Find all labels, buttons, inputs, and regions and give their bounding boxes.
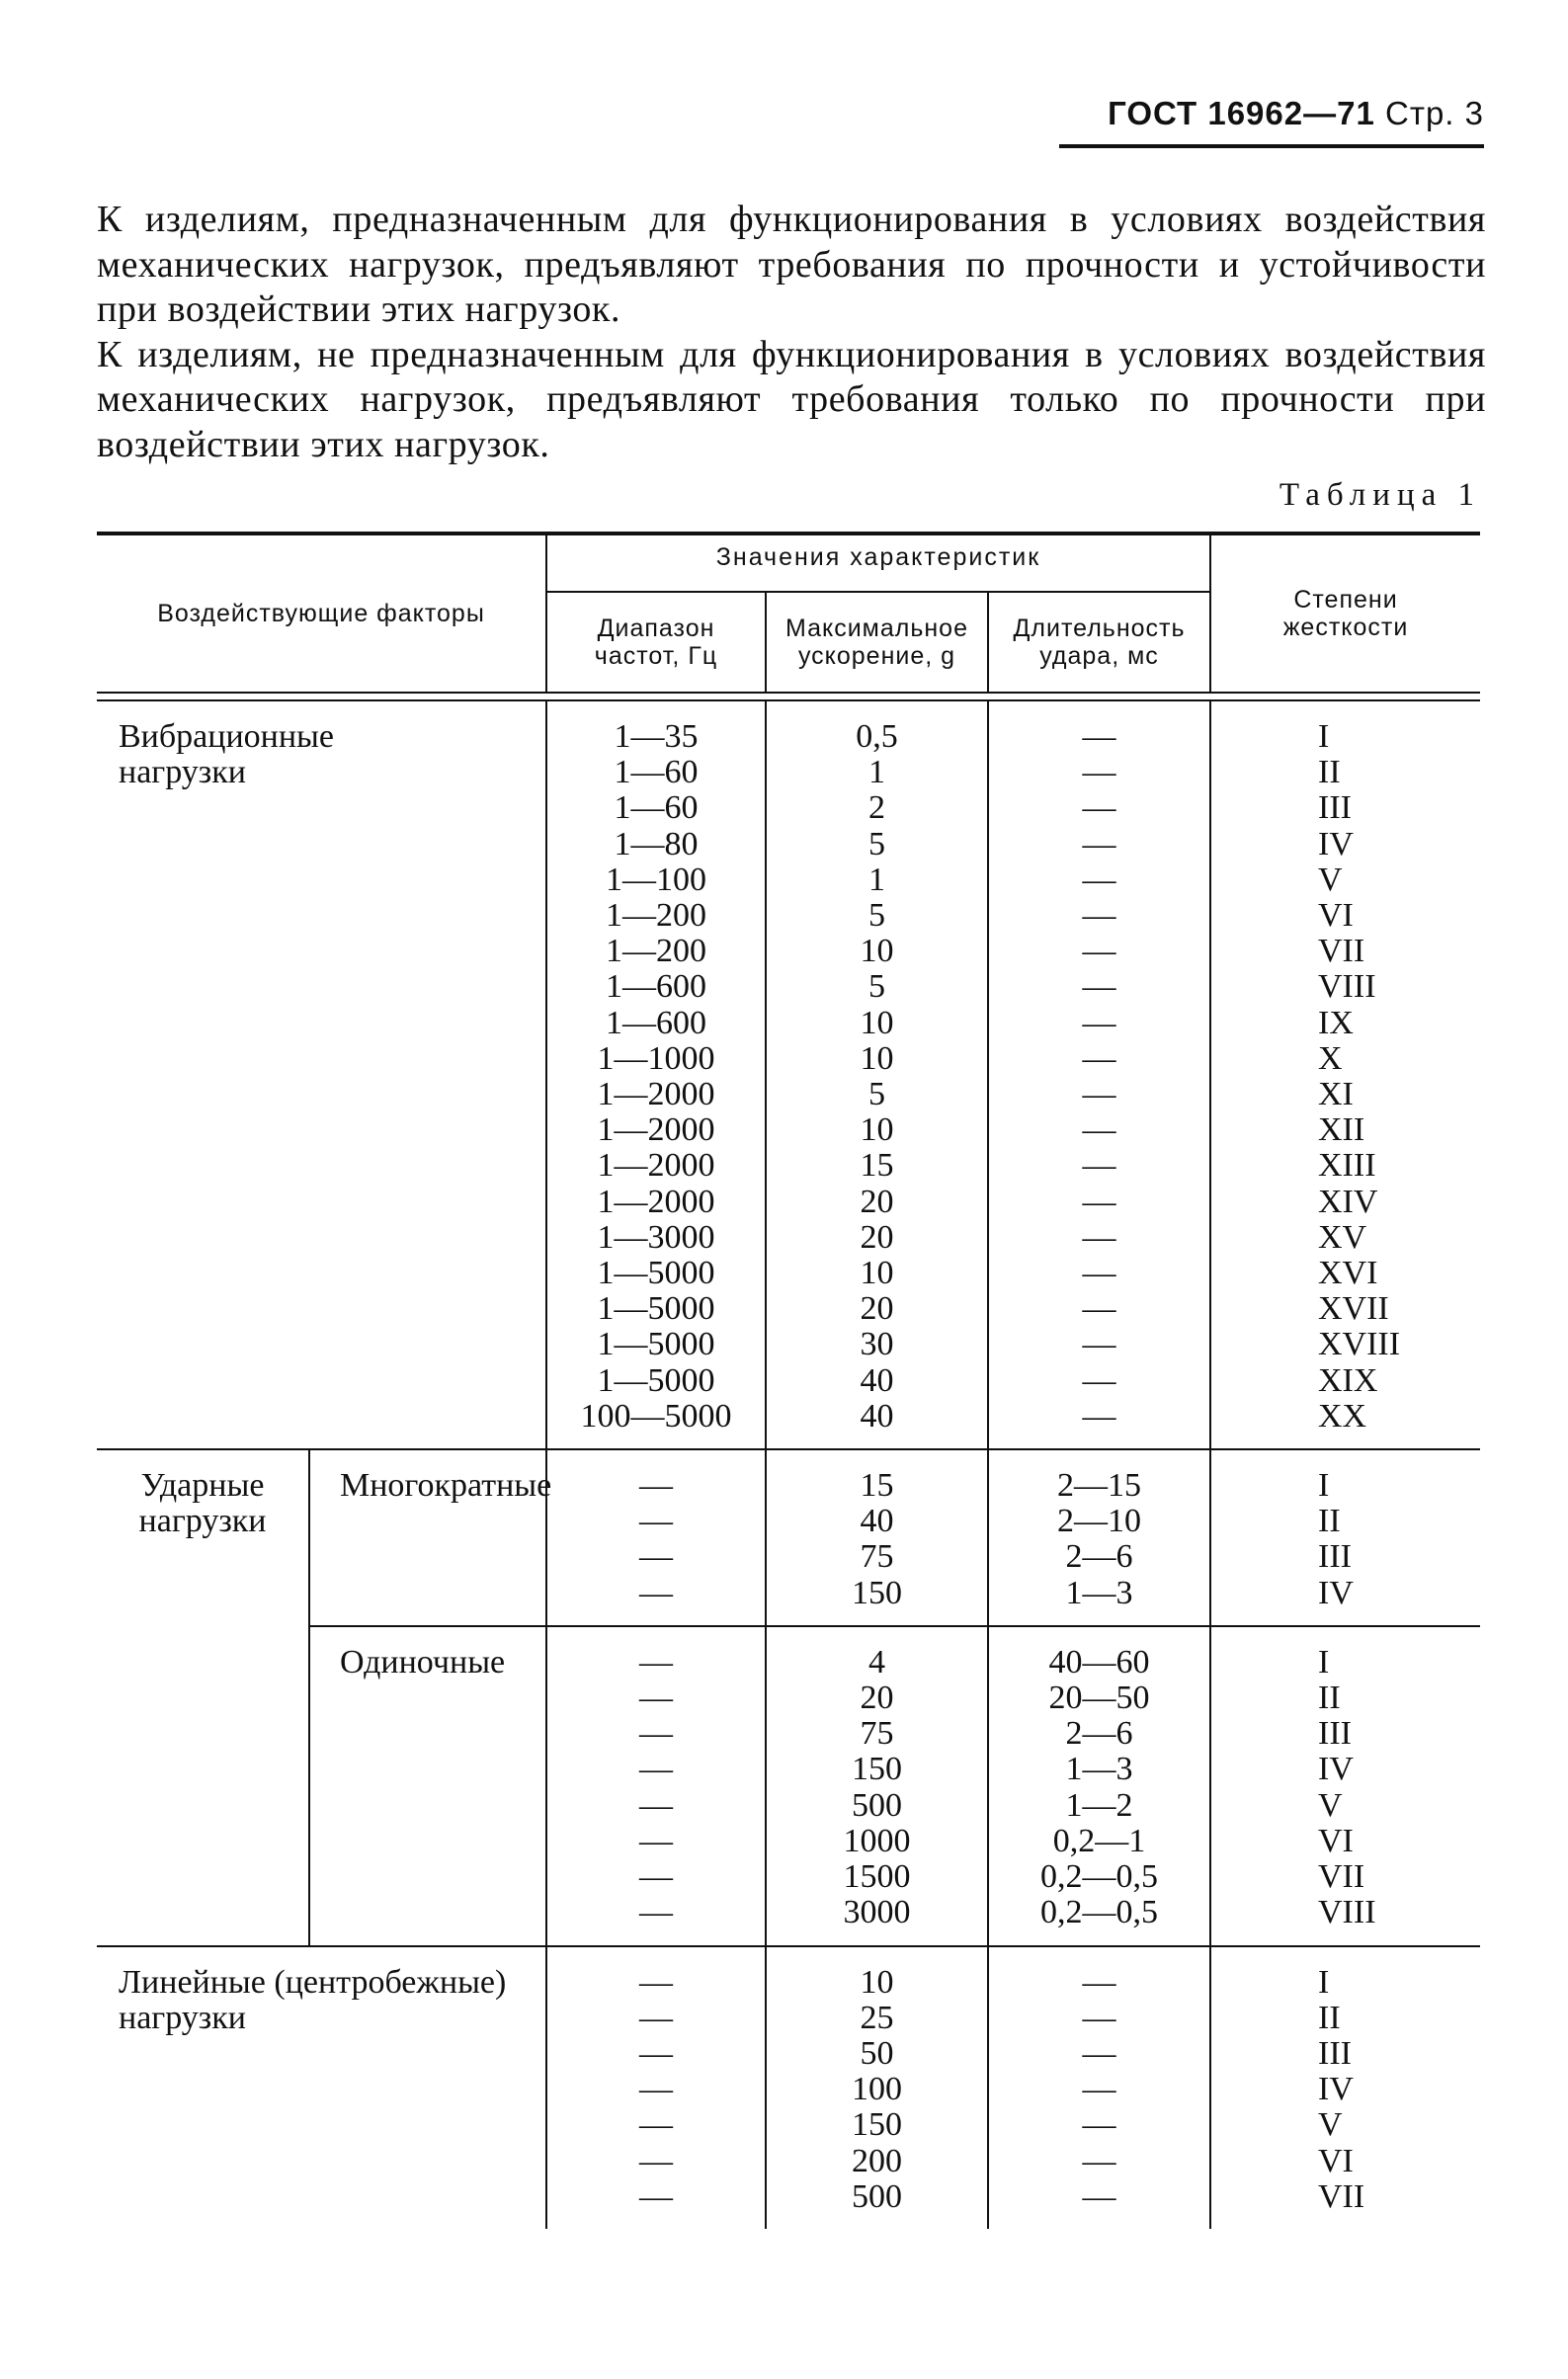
group-shock-multiple — [97, 1450, 1480, 1626]
table-cell-value: — — [639, 2106, 673, 2144]
table-cell-value: II — [1318, 1999, 1341, 2036]
table-cell-value: 150 — [852, 1574, 902, 1611]
table-cell-value: 1—2000 — [597, 1076, 715, 1113]
table-cell-value: X — [1318, 1039, 1343, 1077]
table-cell-value: — — [639, 2177, 673, 2215]
header-frequency-line1: Диапазон — [597, 615, 715, 642]
table-cell-value: 1—60 — [614, 754, 699, 791]
table-cell-value: — — [1082, 789, 1116, 827]
table-cell-value: VI — [1318, 2142, 1354, 2179]
table-cell-value: IX — [1318, 1004, 1354, 1041]
table-cell-value: IV — [1318, 1751, 1354, 1788]
table-cell-value: — — [639, 1467, 673, 1505]
intro-paragraph-2: К изделиям, не предназначенным для функционирования в условиях воздействия механических нагрузок, предъявляют требования только по прочности при воздействии этих нагрузок. — [97, 333, 1486, 465]
table-cell-value: V — [1318, 2106, 1343, 2144]
table-cell-value: 1—35 — [614, 718, 699, 755]
header-frequency-line2: частот, Гц — [594, 642, 718, 670]
table-cell-value: — — [1082, 1111, 1116, 1149]
table-cell-value: VII — [1318, 2177, 1365, 2215]
vibration-grade-list — [1211, 701, 1480, 1448]
table-cell-value: — — [639, 1963, 673, 2001]
table-cell-value: — — [1082, 1999, 1116, 2036]
table-cell-value: 1500 — [843, 1858, 911, 1896]
header-acceleration-line1: Максимальное — [784, 615, 968, 642]
table-cell-value: 10 — [860, 1111, 894, 1149]
table-caption: Таблица 1 — [1279, 477, 1481, 513]
table-cell-value: — — [639, 1822, 673, 1859]
table-cell-value: 1—60 — [614, 789, 699, 827]
table-cell-value: 150 — [852, 2106, 902, 2144]
table-cell-value: 1 — [868, 754, 885, 791]
table-cell-value: VIII — [1318, 1894, 1376, 1931]
table-cell-value: 20 — [860, 1290, 894, 1328]
table-cell-value: II — [1318, 1503, 1341, 1540]
table-cell-value: 500 — [852, 2177, 902, 2215]
table-cell-value: — — [1082, 1326, 1116, 1363]
table-cell-value: XX — [1318, 1397, 1367, 1435]
table-cell-value: — — [1082, 1183, 1116, 1220]
table-cell-value: XVIII — [1318, 1326, 1401, 1363]
header-factors: Воздействующие факторы — [97, 535, 546, 693]
table-cell-value: — — [639, 2034, 673, 2072]
table-cell-value: 0,2—0,5 — [1040, 1894, 1158, 1931]
table-cell-value: — — [1082, 1963, 1116, 2001]
table-cell-value: VI — [1318, 897, 1354, 935]
table-cell-value: 100—5000 — [580, 1397, 732, 1435]
table-cell-value: — — [1082, 825, 1116, 862]
table-cell-value: 0,5 — [856, 718, 898, 755]
table-cell-value: 1—5000 — [597, 1361, 715, 1399]
table-cell-value: 20 — [860, 1680, 894, 1717]
intro-text — [97, 198, 1486, 467]
header-grade-line2: жесткости — [1282, 614, 1409, 641]
table-cell-value: 2—6 — [1065, 1538, 1133, 1576]
header-acceleration-line2: ускорение, g — [797, 642, 956, 670]
table-cell-value: IV — [1318, 1574, 1354, 1611]
table-cell-value: 1—3000 — [597, 1218, 715, 1256]
table-cell-value: — — [639, 1574, 673, 1611]
table-cell-value: 1—5000 — [597, 1326, 715, 1363]
table-cell-value: — — [1082, 754, 1116, 791]
table-cell-value: — — [1082, 897, 1116, 935]
factor-vibration: Вибрационные нагрузки — [97, 700, 546, 1449]
table-cell-value: 0,2—1 — [1052, 1822, 1146, 1859]
table-cell-value: 0,2—0,5 — [1040, 1858, 1158, 1896]
table-cell-value: 10 — [860, 1039, 894, 1077]
table-cell-value: III — [1318, 789, 1352, 827]
table-cell-value: — — [639, 1503, 673, 1540]
table-cell-value: — — [1082, 2142, 1116, 2179]
table-cell-value: 1—5000 — [597, 1255, 715, 1292]
table-cell-value: II — [1318, 1680, 1341, 1717]
linear-grade-list — [1211, 1947, 1480, 2229]
vibration-acceleration-list — [767, 701, 987, 1448]
table-cell-value: 1—5000 — [597, 1290, 715, 1328]
table-cell-value: VI — [1318, 1822, 1354, 1859]
loads-table — [97, 532, 1480, 2229]
table-cell-value: 3000 — [843, 1894, 911, 1931]
shock-single-frequency-list — [547, 1627, 765, 1945]
table-cell-value: — — [639, 1858, 673, 1896]
table-cell-value: II — [1318, 754, 1341, 791]
table-cell-value: III — [1318, 2034, 1352, 2072]
table-cell-value: — — [639, 1538, 673, 1576]
table-cell-value: — — [1082, 968, 1116, 1006]
table-cell-value: 1—2 — [1065, 1786, 1133, 1824]
header-rule — [1059, 144, 1484, 148]
table-cell-value: — — [1082, 1147, 1116, 1185]
table-cell-value: V — [1318, 1786, 1343, 1824]
shock-single-grade-list — [1211, 1627, 1480, 1945]
table-cell-value: 50 — [860, 2034, 894, 2072]
table-cell-value: 200 — [852, 2142, 902, 2179]
shock-multiple-grade-list — [1211, 1450, 1480, 1625]
shock-multiple-duration-list — [989, 1450, 1209, 1625]
table-cell-value: VIII — [1318, 968, 1376, 1006]
table-cell-value: VII — [1318, 1858, 1365, 1896]
table-cell-value: XIII — [1318, 1147, 1376, 1185]
table-cell-value: — — [1082, 1361, 1116, 1399]
table-cell-value: XIV — [1318, 1183, 1378, 1220]
table-cell-value: 40 — [860, 1397, 894, 1435]
table-cell-value: — — [1082, 2177, 1116, 2215]
table-cell-value: — — [1082, 1255, 1116, 1292]
table-cell-value: I — [1318, 718, 1330, 755]
table-cell-value: — — [639, 1894, 673, 1931]
table-cell-value: — — [639, 1786, 673, 1824]
header-grade-line1: Степени — [1293, 586, 1398, 614]
group-vibration — [97, 700, 1480, 1449]
document-code: ГОСТ 16962—71 — [1108, 95, 1375, 131]
table-cell-value: 40 — [860, 1361, 894, 1399]
table-cell-value: 1—1000 — [597, 1039, 715, 1077]
table-cell-value: 5 — [868, 897, 885, 935]
table-cell-value: XII — [1318, 1111, 1365, 1149]
shock-multiple-acceleration-list — [767, 1450, 987, 1625]
table-cell-value: — — [1082, 1076, 1116, 1113]
table-cell-value: — — [639, 1751, 673, 1788]
table-cell-value: — — [1082, 1397, 1116, 1435]
table-cell-value: III — [1318, 1715, 1352, 1753]
table-cell-value: — — [1082, 1004, 1116, 1041]
table-cell-value: 10 — [860, 1255, 894, 1292]
factor-linear: Линейные (центробежные) нагрузки — [97, 1947, 546, 2229]
table-cell-value: XI — [1318, 1076, 1354, 1113]
table-cell-value: — — [1082, 2034, 1116, 2072]
table-cell-value: 1—3 — [1065, 1751, 1133, 1788]
table-cell-value: — — [1082, 1290, 1116, 1328]
header-duration-line1: Длительность — [1013, 615, 1186, 642]
table-cell-value: 20 — [860, 1183, 894, 1220]
table-cell-value: 10 — [860, 933, 894, 970]
table-cell-value: 1—200 — [606, 897, 706, 935]
table-cell-value: — — [639, 1680, 673, 1717]
table-cell-value: — — [1082, 1039, 1116, 1077]
factor-shock: Ударные нагрузки — [97, 1450, 309, 1945]
table-cell-value: 1—3 — [1065, 1574, 1133, 1611]
table-cell-value: — — [639, 1643, 673, 1681]
table-cell-value: — — [1082, 2071, 1116, 2108]
table-cell-value: XVI — [1318, 1255, 1378, 1292]
table-cell-value: XV — [1318, 1218, 1367, 1256]
vibration-frequency-list — [547, 701, 765, 1448]
table-cell-value: — — [1082, 1218, 1116, 1256]
table-cell-value: VII — [1318, 933, 1365, 970]
table-cell-value: 20 — [860, 1218, 894, 1256]
table-cell-value: 2—15 — [1057, 1467, 1141, 1505]
table-cell-value: 1—600 — [606, 968, 706, 1006]
table-cell-value: 100 — [852, 2071, 902, 2108]
vibration-duration-list — [989, 701, 1209, 1448]
table-cell-value: — — [1082, 718, 1116, 755]
table-cell-value: 5 — [868, 1076, 885, 1113]
table-cell-value: I — [1318, 1467, 1330, 1505]
table-cell-value: 75 — [860, 1715, 894, 1753]
table-cell-value: 15 — [860, 1147, 894, 1185]
table-cell-value: 1—80 — [614, 825, 699, 862]
table-cell-value: IV — [1318, 825, 1354, 862]
header-values: Значения характеристик — [546, 535, 1210, 592]
table-cell-value: 1—100 — [606, 861, 706, 898]
table-cell-value: 40 — [860, 1503, 894, 1540]
table-cell-value: 1—2000 — [597, 1147, 715, 1185]
factor-shock-multiple: Многократные — [309, 1450, 546, 1626]
table-cell-value: 1000 — [843, 1822, 911, 1859]
table-cell-value: 1—2000 — [597, 1183, 715, 1220]
table-cell-value: — — [1082, 861, 1116, 898]
table-cell-value: 10 — [860, 1963, 894, 2001]
table-cell-value: 1—600 — [606, 1004, 706, 1041]
table-cell-value: III — [1318, 1538, 1352, 1576]
table-cell-value: 20—50 — [1048, 1680, 1150, 1717]
table-cell-value: — — [639, 2071, 673, 2108]
header-duration — [988, 592, 1210, 693]
table-cell-value: 75 — [860, 1538, 894, 1576]
intro-paragraph-1: К изделиям, предназначенным для функционирования в условиях воздействия механических нагрузок, предъявляют требования по прочности и устойчивости при воздействии этих нагрузок. — [97, 199, 1486, 330]
table-cell-value: V — [1318, 861, 1343, 898]
table-cell-value: 40—60 — [1048, 1643, 1150, 1681]
shock-multiple-frequency-list — [547, 1450, 765, 1625]
table-cell-value: XIX — [1318, 1361, 1378, 1399]
header-acceleration — [766, 592, 988, 693]
table-cell-value: 15 — [860, 1467, 894, 1505]
table-cell-value: 10 — [860, 1004, 894, 1041]
shock-single-duration-list — [989, 1627, 1209, 1945]
linear-acceleration-list — [767, 1947, 987, 2229]
table-cell-value: 25 — [860, 1999, 894, 2036]
table-cell-value: IV — [1318, 2071, 1354, 2108]
linear-duration-list — [989, 1947, 1209, 2229]
table-cell-value: 1—200 — [606, 933, 706, 970]
header-duration-line2: удара, мс — [1039, 642, 1159, 670]
table-cell-value: — — [1082, 933, 1116, 970]
table-cell-value: 150 — [852, 1751, 902, 1788]
page-number: Стр. 3 — [1385, 95, 1484, 131]
factor-shock-single: Одиночные — [309, 1626, 546, 1946]
header-frequency — [546, 592, 766, 693]
table-cell-value: 30 — [860, 1326, 894, 1363]
table-cell-value: 5 — [868, 968, 885, 1006]
shock-single-acceleration-list — [767, 1627, 987, 1945]
table-cell-value: 1 — [868, 861, 885, 898]
table-cell-value: — — [639, 1715, 673, 1753]
table-cell-value: 2—10 — [1057, 1503, 1141, 1540]
table-cell-value: I — [1318, 1643, 1330, 1681]
group-linear — [97, 1947, 1480, 2229]
table-cell-value: 4 — [868, 1643, 885, 1681]
table-cell-value: 1—2000 — [597, 1111, 715, 1149]
table-cell-value: I — [1318, 1963, 1330, 2001]
table-cell-value: XVII — [1318, 1290, 1389, 1328]
page-header — [1062, 95, 1484, 132]
header-grade — [1210, 535, 1480, 693]
table-cell-value: 500 — [852, 1786, 902, 1824]
table-cell-value: 2 — [868, 789, 885, 827]
table-cell-value: 5 — [868, 825, 885, 862]
table-cell-value: 2—6 — [1065, 1715, 1133, 1753]
linear-frequency-list — [547, 1947, 765, 2229]
table-cell-value: — — [1082, 2106, 1116, 2144]
table-cell-value: — — [639, 1999, 673, 2036]
table-cell-value: — — [639, 2142, 673, 2179]
